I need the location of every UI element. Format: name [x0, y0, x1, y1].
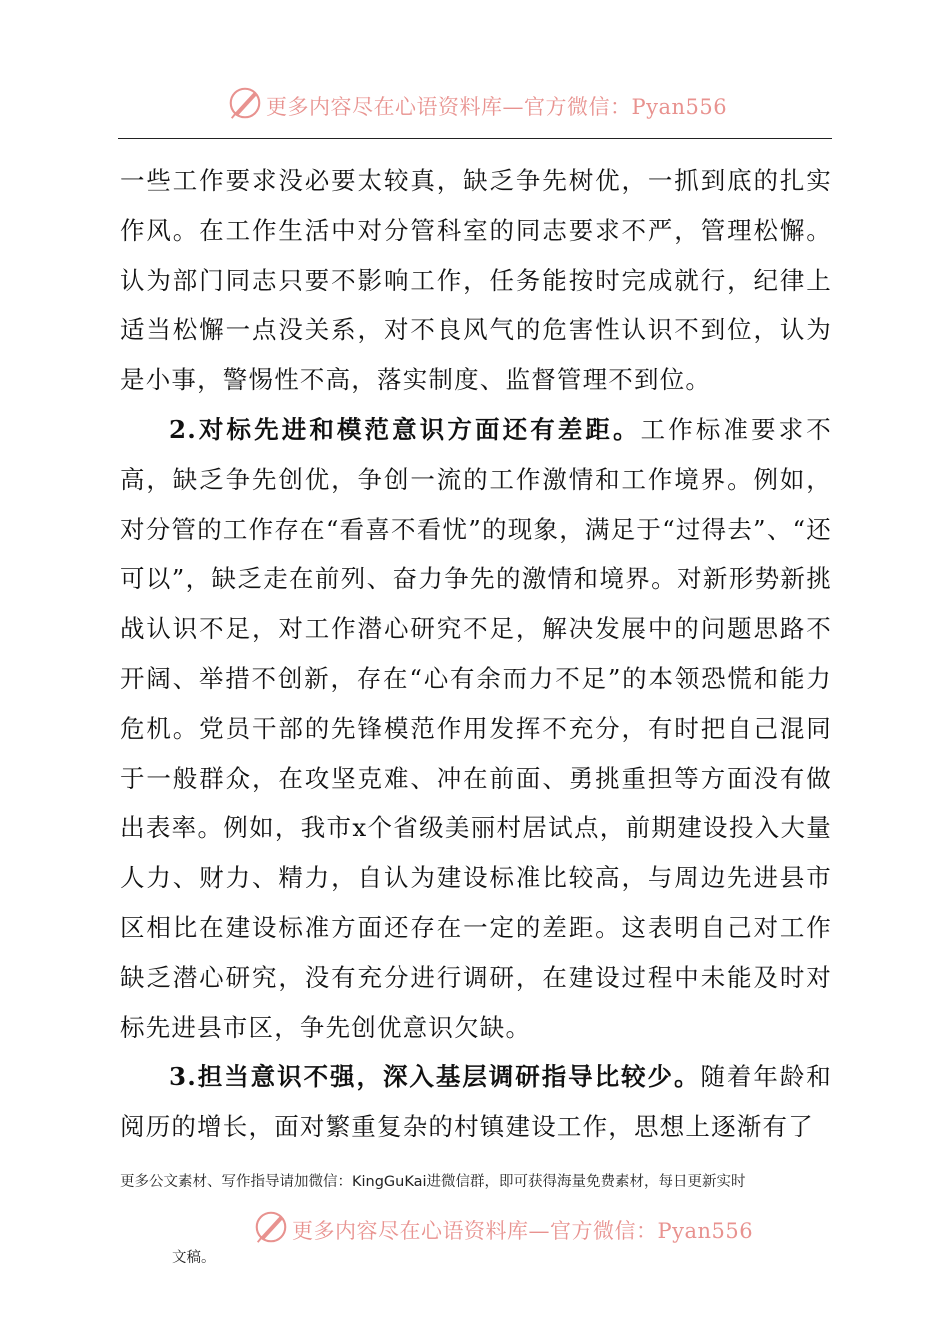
footer-note: 更多公文素材、写作指导请加微信：KingGuKai进微信群，即可获得海量免费素材，每日更新实时 — [120, 1174, 746, 1190]
header-watermark-text: 更多内容尽在心语资料库—官方微信：Pyan556 — [266, 95, 728, 119]
paragraph-3 — [120, 1052, 832, 1152]
header-watermark — [0, 82, 950, 126]
paragraph-2-heading: 2.对标先进和模范意识方面还有差距。 — [169, 414, 641, 444]
paragraph-3-text: 随着年龄和阅历的增长，面对繁重复杂的村镇建设工作，思想上逐渐有了 — [120, 1062, 833, 1142]
paragraph-2-text: 工作标准要求不高，缺乏争先创优，争创一流的工作激情和工作境界。例如，对分管的工作存在“看喜不看忧”的现象，满足于“过得去”、“还可以”，缺乏走在前列、奋力争先的激情和境界。对新形势新挑战认识不足，对工作潜心研究不足，解决发展中的问题思路不开阔、举措不创新，存在“心有余而力不足”的本领恐慌和能力危机。党员干部的先锋模范作用发挥不充分，有时把自己混同于一般群众，在攻坚克难、冲在前面、勇挑重担等方面没有做出表率。例如，我市x个省级美丽村居试点，前期建设投入大量人力、财力、精力，自认为建设标准比较高，与周边先进县市区相比在建设标准方面还存在一定的差距。这表明自己对工作缺乏潜心研究，没有充分进行调研，在建设过程中未能及时对标先进县市区，争先创优意识欠缺。 — [120, 414, 832, 1042]
footer-note-tail: 文稿。 — [172, 1250, 216, 1266]
header-divider — [118, 138, 832, 139]
footer-watermark — [0, 1206, 950, 1250]
paragraph-2 — [120, 405, 832, 1052]
footer-watermark-text: 更多内容尽在心语资料库—官方微信：Pyan556 — [292, 1219, 754, 1243]
quill-circle-logo-icon — [252, 1208, 290, 1246]
paragraph-1: 一些工作要求没必要太较真，缺乏争先树优，一抓到底的扎实作风。在工作生活中对分管科室的同志要求不严，管理松懈。认为部门同志只要不影响工作，任务能按时完成就行，纪律上适当松懈一点没关系，对不良风气的危害性认识不到位，认为是小事，警惕性不高，落实制度、监督管理不到位。 — [120, 166, 832, 395]
document-body — [120, 156, 832, 1152]
quill-circle-logo-icon — [226, 84, 264, 122]
paragraph-3-heading: 3.担当意识不强，深入基层调研指导比较少。 — [169, 1062, 701, 1092]
